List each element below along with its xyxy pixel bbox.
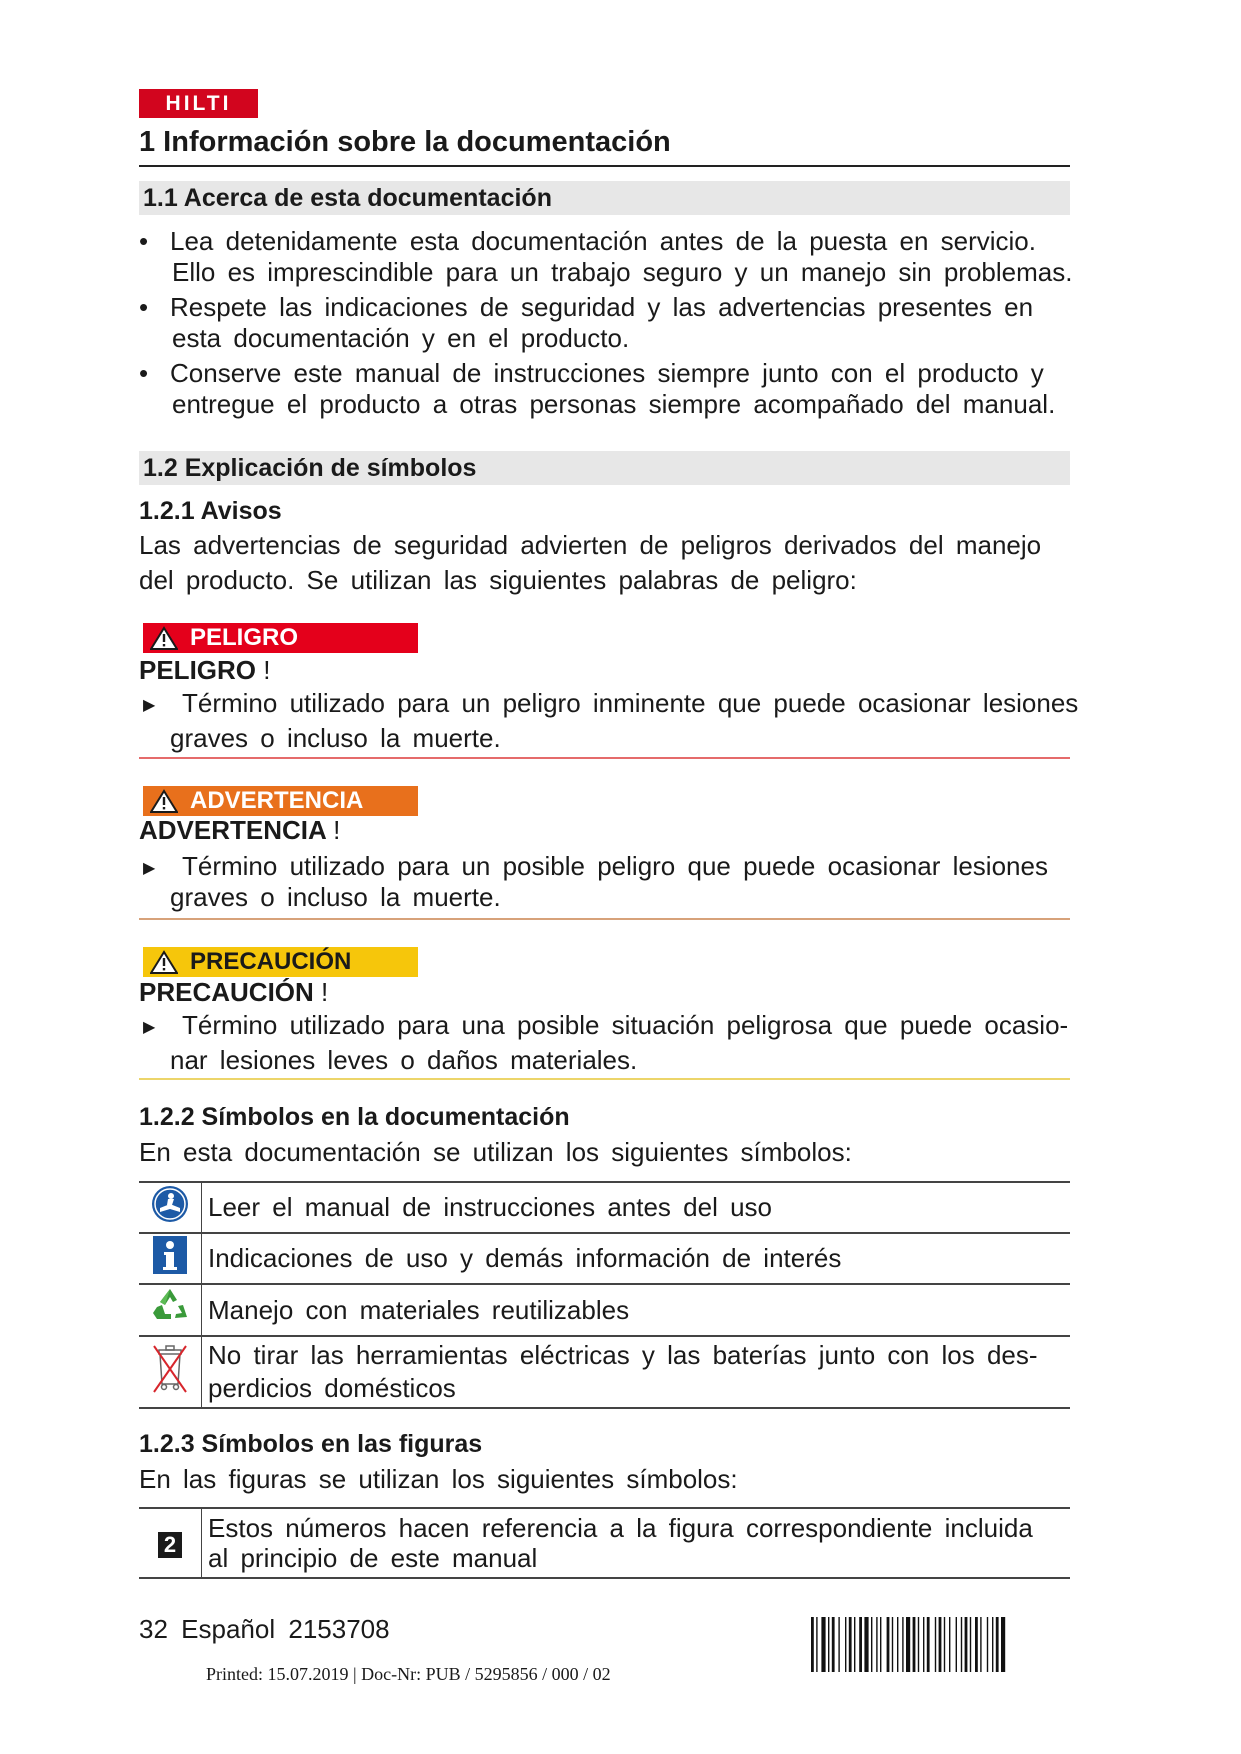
- section-1-2-title: 1.2 Explicación de símbolos: [139, 451, 1070, 485]
- signal-label-precaucion: [143, 947, 418, 977]
- symbol-description: Manejo con materiales reutilizables: [202, 1284, 1071, 1336]
- barcode-bar: [892, 1617, 893, 1672]
- barcode-bar: [944, 1617, 945, 1672]
- symbol-description: Leer el manual de instrucciones antes del uso: [202, 1182, 1071, 1233]
- page-number: 32: [139, 1614, 168, 1644]
- warning-triangle-icon: [150, 950, 178, 974]
- section-1-1-title: 1.1 Acerca de esta documentación: [139, 181, 1070, 215]
- description-line: Término utilizado para una posible situación peligrosa que puede ocasio-: [182, 1010, 1069, 1040]
- barcode-bar: [923, 1617, 924, 1672]
- figure-number-icon: 2: [158, 1532, 182, 1558]
- avisos-paragraph: [139, 528, 1139, 598]
- signal-label-text: PRECAUCIÓN: [190, 948, 352, 975]
- bullet-list: [139, 224, 1159, 422]
- arrow-bullet-icon: ▶: [143, 860, 156, 877]
- bullet-line: Conserve este manual de instrucciones siempre junto con el producto y: [170, 358, 1044, 388]
- signal-description-precaucion: [139, 1008, 1159, 1078]
- signal-word: PELIGRO: [139, 655, 257, 685]
- signal-word: PRECAUCIÓN: [139, 977, 314, 1007]
- table-row: [139, 1508, 1070, 1578]
- barcode-bar: [992, 1617, 993, 1672]
- barcode-bar: [897, 1617, 898, 1672]
- barcode-bar: [975, 1617, 978, 1672]
- table-row: [139, 1233, 1070, 1284]
- fig-symbols-intro: En las figuras se utilizan los siguientes símbolos:: [139, 1464, 738, 1494]
- bullet-line: esta documentación y en el producto.: [172, 323, 630, 353]
- barcode-bar: [949, 1617, 950, 1672]
- barcode-bar: [871, 1617, 872, 1672]
- symbol-description: Indicaciones de uso y demás información de interés: [202, 1233, 1071, 1284]
- signal-divider: [139, 1078, 1070, 1080]
- read-manual-icon: [150, 1184, 190, 1224]
- bullet-line: Respete las indicaciones de seguridad y las advertencias presentes en: [170, 292, 1034, 322]
- description-line: nar lesiones leves o daños materiales.: [170, 1045, 638, 1075]
- barcode-image: [811, 1617, 1063, 1672]
- bullet-dot: •: [139, 358, 149, 388]
- recycle-icon: [149, 1285, 191, 1327]
- signal-word-precaucion: [139, 977, 328, 1008]
- barcode-bar: [927, 1617, 930, 1672]
- barcode-bar: [880, 1617, 881, 1672]
- barcode-bar: [996, 1617, 999, 1672]
- warning-triangle-icon: [150, 789, 178, 813]
- barcode-bar: [859, 1617, 862, 1672]
- bullet-line: Ello es imprescindible para un trabajo seguro y un manejo sin problemas.: [172, 257, 1073, 287]
- crossed-bin-icon: [150, 1340, 190, 1396]
- barcode-bar: [980, 1617, 981, 1672]
- signal-label-text: ADVERTENCIA: [190, 787, 364, 814]
- description-line: No tirar las herramientas eléctricas y las baterías junto con los des-: [208, 1340, 1038, 1370]
- barcode-bar: [811, 1617, 814, 1672]
- doc-symbols-intro: En esta documentación se utilizan los siguientes símbolos:: [139, 1137, 852, 1167]
- bullet-item: [139, 356, 1159, 422]
- barcode-bar: [876, 1617, 877, 1672]
- signal-word-peligro: [139, 655, 270, 686]
- description-line: perdicios domésticos: [208, 1373, 456, 1403]
- barcode-bar: [864, 1617, 868, 1672]
- warning-triangle-icon: [150, 626, 178, 650]
- bullet-line: entregue el producto a otras personas siempre acompañado del manual.: [172, 389, 1056, 419]
- signal-divider: [139, 918, 1070, 920]
- bullet-item: [139, 290, 1159, 356]
- signal-exclamation: !: [263, 655, 271, 685]
- barcode-bar: [987, 1617, 988, 1672]
- doc-symbols-table: [139, 1181, 1070, 1409]
- signal-word-advertencia: [139, 815, 340, 846]
- symbol-cell: [139, 1284, 202, 1336]
- barcode-bar: [965, 1617, 968, 1672]
- signal-description-advertencia: [139, 849, 1159, 915]
- barcode-bar: [902, 1617, 903, 1672]
- subsection-fig-symbols-title: 1.2.3 Símbolos en las figuras: [139, 1430, 483, 1458]
- description-line: Término utilizado para un posible peligro que puede ocasionar lesiones: [182, 851, 1048, 881]
- symbol-cell: [139, 1182, 202, 1233]
- barcode-bar: [935, 1617, 936, 1672]
- arrow-bullet-icon: ▶: [143, 697, 156, 714]
- barcode-bar: [816, 1617, 817, 1672]
- print-info: Printed: 15.07.2019 | Doc-Nr: PUB / 5295856 / 000 / 02: [206, 1664, 611, 1684]
- barcode-bar: [832, 1617, 835, 1672]
- bullet-dot: •: [139, 292, 149, 322]
- signal-exclamation: !: [321, 977, 329, 1007]
- table-row: [139, 1284, 1070, 1336]
- barcode-bar: [939, 1617, 942, 1672]
- barcode-bar: [849, 1617, 852, 1672]
- barcode-bar: [854, 1617, 855, 1672]
- paragraph-line: del producto. Se utilizan las siguientes palabras de peligro:: [139, 565, 857, 595]
- symbol-cell: [139, 1233, 202, 1284]
- description-line: Término utilizado para un peligro inminente que puede ocasionar lesiones: [182, 688, 1079, 718]
- chapter-title: 1 Información sobre la documentación: [139, 126, 671, 158]
- description-line: graves o incluso la muerte.: [170, 723, 501, 753]
- footer-doc-number: 2153708: [288, 1614, 390, 1644]
- fig-symbols-table: [139, 1507, 1070, 1579]
- description-line: al principio de este manual: [208, 1542, 538, 1573]
- arrow-bullet-icon: ▶: [143, 1019, 156, 1036]
- table-row: [139, 1336, 1070, 1408]
- table-row: [139, 1182, 1070, 1233]
- bullet-line: Lea detenidamente esta documentación antes de la puesta en servicio.: [170, 226, 1036, 256]
- barcode-bar: [1001, 1617, 1005, 1672]
- description-line: graves o incluso la muerte.: [170, 882, 501, 912]
- signal-divider: [139, 757, 1070, 759]
- barcode-bar: [956, 1617, 957, 1672]
- barcode-bar: [838, 1617, 839, 1672]
- signal-description-peligro: [139, 686, 1159, 756]
- subsection-doc-symbols-title: 1.2.2 Símbolos en la documentación: [139, 1103, 570, 1131]
- barcode-bar: [961, 1617, 962, 1672]
- barcode-bar: [828, 1617, 829, 1672]
- symbol-description: [202, 1508, 1071, 1578]
- paragraph-line: Las advertencias de seguridad advierten de peligros derivados del manejo: [139, 530, 1042, 560]
- barcode-bar: [845, 1617, 846, 1672]
- symbol-description: [202, 1336, 1071, 1408]
- barcode-bar: [918, 1617, 919, 1672]
- bullet-dot: •: [139, 226, 149, 256]
- footer-language: Español: [181, 1614, 276, 1644]
- barcode-bar: [887, 1617, 890, 1672]
- info-icon: [152, 1235, 188, 1275]
- page-footer: [139, 1614, 390, 1645]
- barcode-bar: [906, 1617, 910, 1672]
- hilti-logo: HILTI: [139, 89, 258, 118]
- barcode-bar: [913, 1617, 916, 1672]
- barcode-bar: [821, 1617, 825, 1672]
- signal-word: ADVERTENCIA: [139, 815, 326, 845]
- chapter-rule: [139, 165, 1070, 167]
- subsection-avisos-title: 1.2.1 Avisos: [139, 497, 282, 525]
- signal-label-advertencia: [143, 786, 418, 816]
- signal-label-peligro: [143, 623, 418, 653]
- signal-exclamation: !: [333, 815, 341, 845]
- bullet-item: [139, 224, 1159, 290]
- description-line: Estos números hacen referencia a la figura correspondiente incluida: [208, 1512, 1033, 1543]
- barcode-bar: [970, 1617, 971, 1672]
- symbol-cell: [139, 1508, 202, 1578]
- symbol-cell: [139, 1336, 202, 1408]
- signal-label-text: PELIGRO: [190, 624, 299, 651]
